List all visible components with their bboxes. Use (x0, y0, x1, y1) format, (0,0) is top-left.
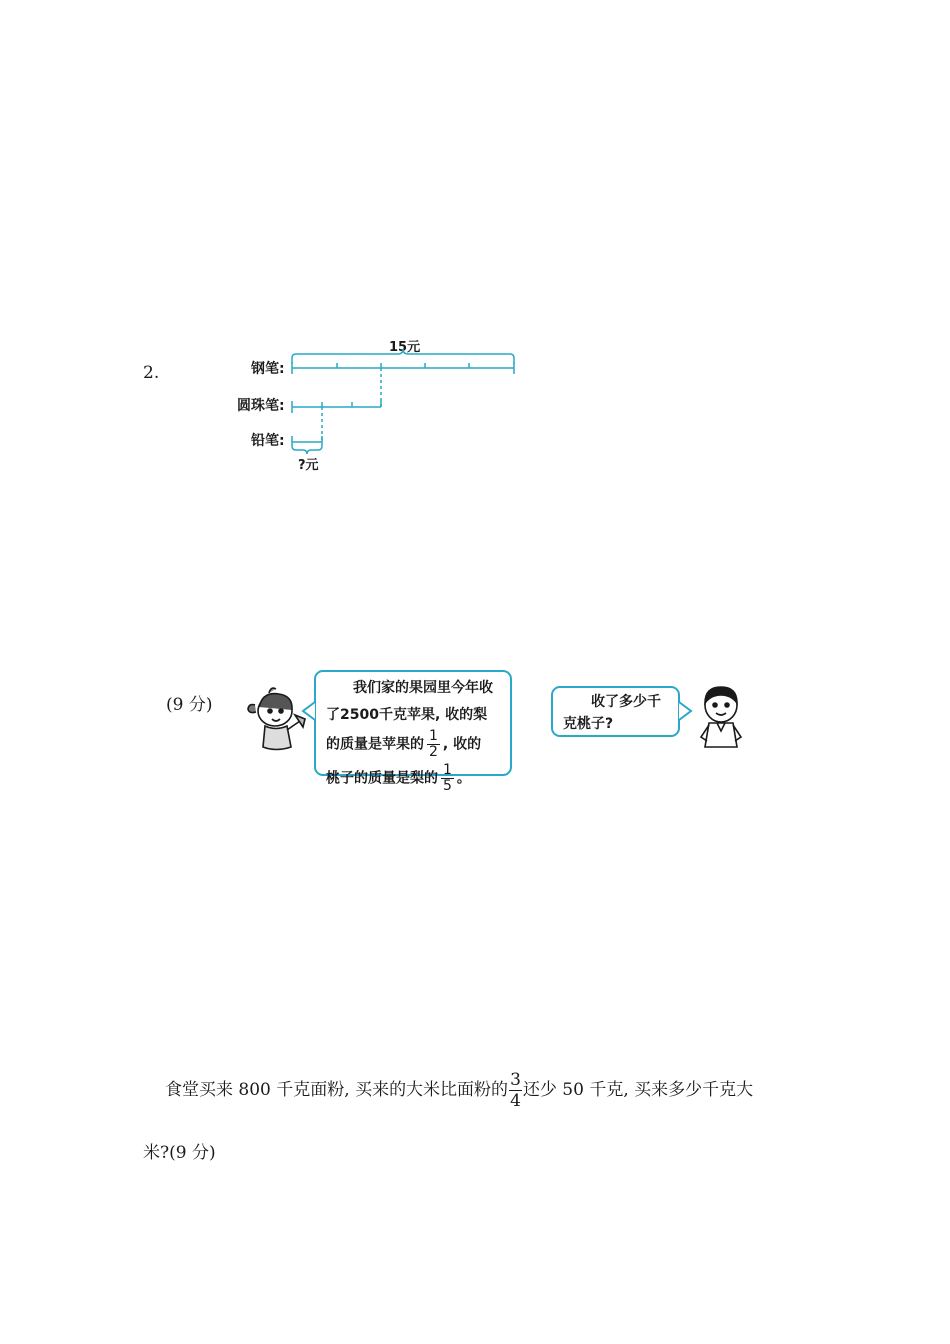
girl-bubble-line-4 (326, 763, 510, 794)
fraction-one-fifth-denominator: 5 (443, 778, 452, 794)
boy-bubble-line-2: 克桃子? (563, 716, 614, 732)
row-label-pencil: 铅笔: (251, 433, 285, 449)
fraction-one-fifth-numerator: 1 (443, 762, 452, 778)
pencil-brace (292, 446, 322, 454)
boy-illustration (697, 683, 747, 753)
total-brace (292, 349, 514, 364)
question-4-text-post: 还少 50 千克, 买来多少千克大 (522, 1080, 754, 1100)
fraction-three-quarters-denominator: 4 (510, 1091, 521, 1111)
row-label-ballpen: 圆珠笔: (237, 398, 285, 414)
boy-bubble-line-1: 收了多少千 (591, 694, 661, 710)
girl-bubble-line-3-post: , 收的 (442, 736, 482, 753)
girl-speech-bubble (314, 670, 512, 794)
row-label-pen: 钢笔: (251, 361, 285, 377)
girl-bubble-line-4-post: 。 (456, 770, 471, 787)
unknown-label: ?元 (298, 458, 319, 473)
question-4-text-pre: 食堂买来 800 千克面粉, 买来的大米比面粉的 (165, 1080, 509, 1100)
segment-diagram (0, 0, 950, 500)
fraction-three-quarters-numerator: 3 (510, 1070, 521, 1090)
fraction-one-half (427, 729, 440, 760)
girl-bubble-line-1: 我们家的果园里今年收 (353, 680, 493, 696)
fraction-one-half-numerator: 1 (429, 728, 438, 744)
girl-bubble-line-3-pre: 的质量是苹果的 (326, 736, 424, 753)
question-4-line-2: 米?(9 分) (143, 1143, 216, 1163)
fraction-one-half-denominator: 2 (429, 744, 438, 760)
girl-bubble-line-3 (326, 729, 510, 760)
girl-bubble-tail (301, 700, 317, 724)
question-3-score: (9 分) (166, 695, 213, 715)
question-4-line-1 (165, 1070, 753, 1111)
question-2-number: 2. (143, 363, 160, 383)
girl-bubble-line-4-pre: 桃子的质量是梨的 (326, 770, 438, 787)
girl-bubble-line-2: 了2500千克苹果, 收的梨 (326, 707, 488, 723)
boy-bubble-tail (677, 700, 693, 724)
fraction-one-fifth (441, 763, 454, 794)
boy-speech-bubble (551, 686, 680, 737)
total-label: 15元 (389, 340, 421, 355)
fraction-three-quarters (509, 1070, 522, 1111)
